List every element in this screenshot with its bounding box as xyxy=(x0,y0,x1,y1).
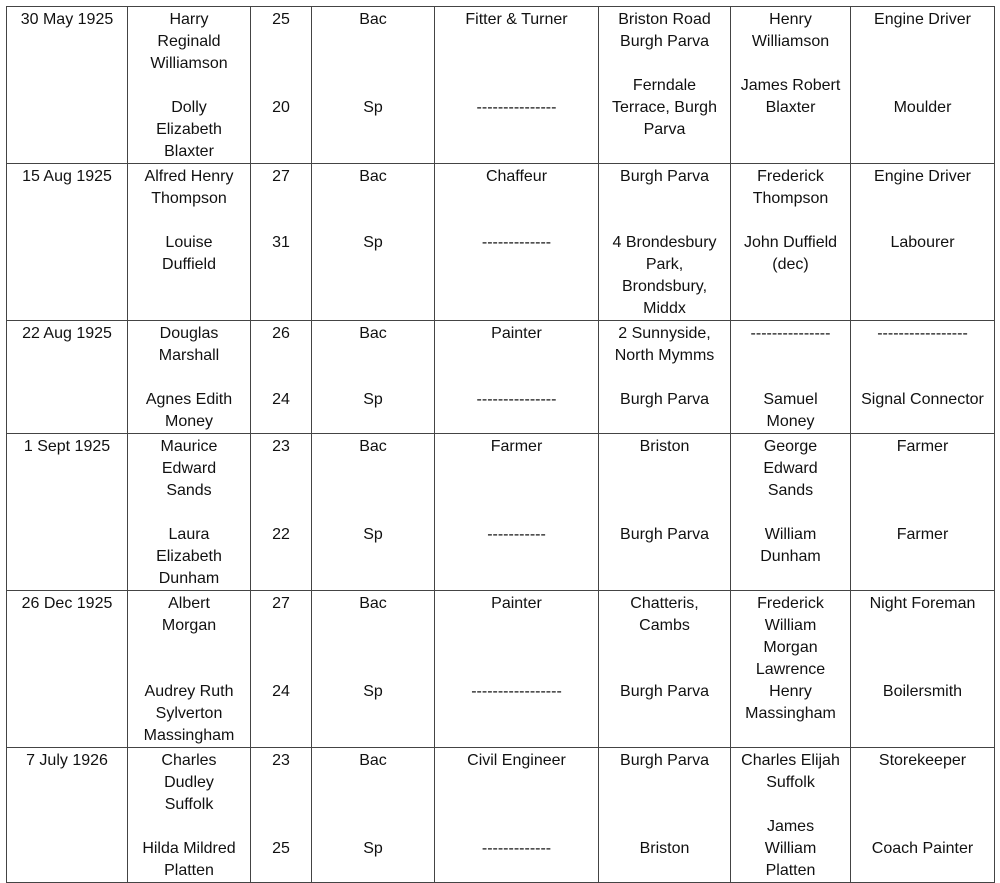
father-cell xyxy=(731,321,851,434)
marriage-register-table xyxy=(6,6,995,883)
groom-name: Douglas Marshall xyxy=(158,325,220,364)
residence-cell xyxy=(599,164,731,321)
marriage-entry xyxy=(7,321,995,434)
groom-age: 23 xyxy=(272,438,290,455)
bride-father-occupation: Farmer xyxy=(896,526,949,543)
groom-condition: Bac xyxy=(359,595,387,612)
condition-cell xyxy=(312,321,435,434)
groom-name: Harry Reginald Williamson xyxy=(150,11,228,72)
groom-age: 27 xyxy=(272,595,290,612)
bride-age: 25 xyxy=(272,840,290,857)
bride-condition: Sp xyxy=(363,840,383,857)
occupation-cell xyxy=(435,434,599,591)
father-cell xyxy=(731,748,851,883)
marriage-entry xyxy=(7,164,995,321)
groom-age: 27 xyxy=(272,168,290,185)
groom-occupation: Civil Engineer xyxy=(467,752,566,769)
groom-occupation: Painter xyxy=(491,595,542,612)
bride-name: Laura Elizabeth Dunham xyxy=(156,526,222,587)
groom-residence: 2 Sunnyside, North Mymms xyxy=(614,325,715,364)
groom-residence: Burgh Parva xyxy=(620,168,709,185)
names-cell xyxy=(128,321,251,434)
groom-father-occupation: ----------------- xyxy=(877,325,968,342)
groom-age: 26 xyxy=(272,325,290,342)
bride-name: Dolly Elizabeth Blaxter xyxy=(156,99,222,160)
father-occupation-cell xyxy=(851,748,995,883)
groom-father: Frederick Thompson xyxy=(752,168,829,207)
groom-occupation: Fitter & Turner xyxy=(465,11,568,28)
bride-name: Hilda Mildred Platten xyxy=(142,840,236,879)
bride-father: Lawrence Henry Massingham xyxy=(745,661,836,722)
bride-age: 24 xyxy=(272,683,290,700)
marriage-date: 15 Aug 1925 xyxy=(7,164,128,321)
groom-residence: Burgh Parva xyxy=(620,752,709,769)
names-cell xyxy=(128,434,251,591)
condition-cell xyxy=(312,591,435,748)
bride-age: 22 xyxy=(272,526,290,543)
bride-condition: Sp xyxy=(363,234,383,251)
occupation-cell xyxy=(435,7,599,164)
bride-name: Agnes Edith Money xyxy=(145,391,233,430)
condition-cell xyxy=(312,434,435,591)
names-cell xyxy=(128,164,251,321)
groom-condition: Bac xyxy=(359,11,387,28)
condition-cell xyxy=(312,7,435,164)
groom-occupation: Farmer xyxy=(490,438,543,455)
father-occupation-cell xyxy=(851,591,995,748)
bride-father: John Duffield (dec) xyxy=(743,234,838,273)
father-occupation-cell xyxy=(851,321,995,434)
groom-residence: Briston Road Burgh Parva xyxy=(618,11,711,50)
occupation-cell xyxy=(435,591,599,748)
residence-cell xyxy=(599,7,731,164)
bride-age: 31 xyxy=(272,234,290,251)
bride-occupation: ----------------- xyxy=(471,683,562,700)
groom-father: --------------- xyxy=(750,325,831,342)
groom-father-occupation: Engine Driver xyxy=(874,168,971,185)
groom-residence: Briston xyxy=(639,438,690,455)
ages-cell xyxy=(251,321,312,434)
groom-condition: Bac xyxy=(359,168,387,185)
bride-name: Audrey Ruth Sylverton Massingham xyxy=(143,683,235,744)
groom-father: Charles Elijah Suffolk xyxy=(741,752,840,791)
father-occupation-cell xyxy=(851,7,995,164)
father-cell xyxy=(731,164,851,321)
ages-cell xyxy=(251,164,312,321)
father-cell xyxy=(731,434,851,591)
bride-condition: Sp xyxy=(363,683,383,700)
bride-residence: Ferndale Terrace, Burgh Parva xyxy=(612,77,717,138)
residence-cell xyxy=(599,321,731,434)
names-cell xyxy=(128,7,251,164)
groom-father-occupation: Night Foreman xyxy=(869,595,976,612)
residence-cell xyxy=(599,748,731,883)
bride-father-occupation: Signal Connector xyxy=(861,391,984,408)
ages-cell xyxy=(251,434,312,591)
marriage-date: 26 Dec 1925 xyxy=(7,591,128,748)
ages-cell xyxy=(251,748,312,883)
father-cell xyxy=(731,7,851,164)
ages-cell xyxy=(251,591,312,748)
groom-father: George Edward Sands xyxy=(763,438,818,499)
bride-father-occupation: Boilersmith xyxy=(882,683,963,700)
occupation-cell xyxy=(435,164,599,321)
marriage-entry xyxy=(7,591,995,748)
groom-father-occupation: Farmer xyxy=(896,438,949,455)
bride-occupation: ------------- xyxy=(481,840,552,857)
groom-father: Henry Williamson xyxy=(751,11,830,50)
marriage-date: 1 Sept 1925 xyxy=(7,434,128,591)
bride-father: James William Platten xyxy=(764,818,817,879)
ages-cell xyxy=(251,7,312,164)
marriage-entry xyxy=(7,434,995,591)
bride-father: Samuel Money xyxy=(763,391,818,430)
groom-name: Maurice Edward Sands xyxy=(160,438,218,499)
marriage-entry xyxy=(7,748,995,883)
marriage-entry xyxy=(7,7,995,164)
marriage-date: 30 May 1925 xyxy=(7,7,128,164)
occupation-cell xyxy=(435,321,599,434)
bride-father: James Robert Blaxter xyxy=(740,77,841,116)
marriage-date: 7 July 1926 xyxy=(7,748,128,883)
bride-father-occupation: Coach Painter xyxy=(871,840,974,857)
bride-age: 24 xyxy=(272,391,290,408)
father-occupation-cell xyxy=(851,164,995,321)
bride-age: 20 xyxy=(272,99,290,116)
bride-condition: Sp xyxy=(363,526,383,543)
bride-condition: Sp xyxy=(363,391,383,408)
bride-father: William Dunham xyxy=(760,526,821,565)
groom-name: Charles Dudley Suffolk xyxy=(161,752,217,813)
groom-age: 25 xyxy=(272,11,290,28)
marriage-date: 22 Aug 1925 xyxy=(7,321,128,434)
groom-condition: Bac xyxy=(359,438,387,455)
groom-name: Albert Morgan xyxy=(161,595,217,634)
occupation-cell xyxy=(435,748,599,883)
father-cell xyxy=(731,591,851,748)
groom-residence: Chatteris, Cambs xyxy=(630,595,699,634)
groom-father: Frederick William Morgan xyxy=(757,595,824,656)
bride-name: Louise Duffield xyxy=(162,234,216,273)
bride-residence: Burgh Parva xyxy=(620,683,709,700)
bride-father-occupation: Moulder xyxy=(893,99,952,116)
bride-father-occupation: Labourer xyxy=(890,234,955,251)
bride-occupation: --------------- xyxy=(476,99,557,116)
groom-occupation: Painter xyxy=(491,325,542,342)
names-cell xyxy=(128,748,251,883)
groom-name: Alfred Henry Thompson xyxy=(144,168,234,207)
condition-cell xyxy=(312,748,435,883)
residence-cell xyxy=(599,591,731,748)
residence-cell xyxy=(599,434,731,591)
bride-residence: Burgh Parva xyxy=(620,526,709,543)
condition-cell xyxy=(312,164,435,321)
bride-condition: Sp xyxy=(363,99,383,116)
bride-occupation: ------------- xyxy=(481,234,552,251)
bride-residence: Briston xyxy=(639,840,690,857)
father-occupation-cell xyxy=(851,434,995,591)
groom-age: 23 xyxy=(272,752,290,769)
groom-occupation: Chaffeur xyxy=(485,168,548,185)
bride-residence: Burgh Parva xyxy=(620,391,709,408)
groom-condition: Bac xyxy=(359,325,387,342)
bride-residence: 4 Brondesbury Park, Brondsbury, Middx xyxy=(612,234,717,317)
groom-condition: Bac xyxy=(359,752,387,769)
groom-father-occupation: Storekeeper xyxy=(878,752,967,769)
groom-father-occupation: Engine Driver xyxy=(874,11,971,28)
bride-occupation: --------------- xyxy=(476,391,557,408)
names-cell xyxy=(128,591,251,748)
bride-occupation: ----------- xyxy=(487,526,546,543)
